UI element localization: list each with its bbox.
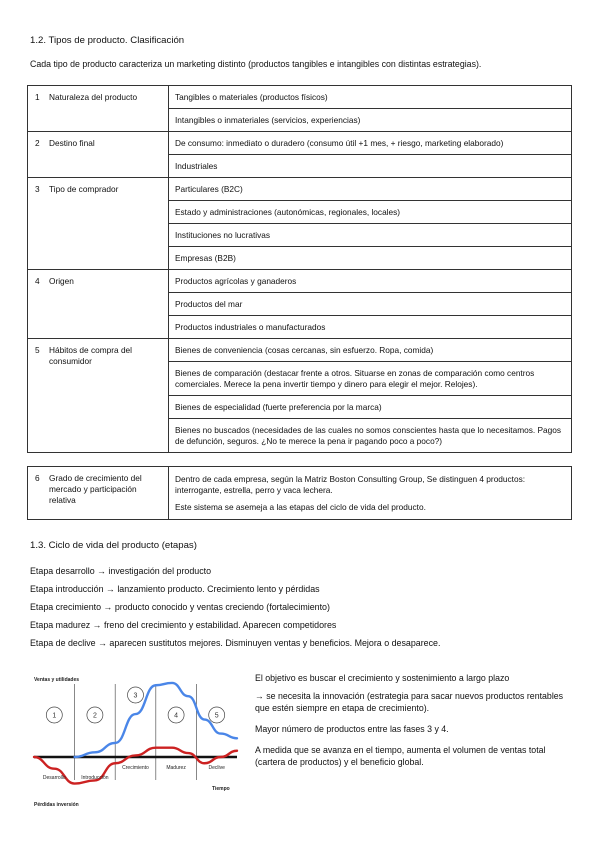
- category-cell: [28, 86, 169, 132]
- section-1-2-intro: Cada tipo de producto caracteriza un marketing distinto (productos tangibles e intangibles con distintas estrategias).: [30, 59, 482, 69]
- phase-label: Madurez: [166, 765, 186, 771]
- item-cell: [169, 419, 572, 453]
- classification-table: [27, 85, 572, 453]
- item-cell: [169, 155, 572, 178]
- phase-number: 2: [92, 712, 97, 720]
- phase-number: 1: [52, 712, 57, 720]
- category-label: Hábitos de compra del consumidor: [49, 345, 133, 366]
- section-1-3-title: 1.3. Ciclo de vida del producto (etapas): [30, 540, 197, 551]
- category-number: 4: [35, 276, 40, 286]
- category-label: Naturaleza del producto: [49, 92, 138, 102]
- item-cell: [169, 178, 572, 201]
- category-cell: [28, 270, 169, 339]
- item-text: Tangibles o materiales (productos físicos): [175, 92, 328, 102]
- category-number: 5: [35, 345, 40, 355]
- table-row: [28, 132, 572, 155]
- item-text: Bienes no buscados (necesidades de las cuales no somos conscientes hasta que lo necesitamos. Pagos de defunción, seguros. ¿No te merece la pena ir pagando poco a poco?): [175, 425, 562, 446]
- phase-number: 5: [214, 712, 219, 720]
- stage-crecimiento: Etapa crecimiento → producto conocido y ventas creciendo (fortalecimiento): [30, 602, 330, 612]
- item-text: Bienes de conveniencia (cosas cercanas, sin esfuerzo. Ropa, comida): [175, 345, 434, 355]
- growth-table: [27, 466, 572, 520]
- item-cell: [169, 132, 572, 155]
- product-lifecycle-chart: [28, 670, 243, 820]
- phase-label: Declive: [208, 765, 225, 771]
- item-text: Bienes de especialidad (fuerte preferencia por la marca): [175, 402, 382, 412]
- item-text: Productos agrícolas y ganaderos: [175, 276, 297, 286]
- item-cell: [169, 224, 572, 247]
- phase-label: Crecimiento: [122, 765, 149, 771]
- category-label: Grado de crecimiento del mercado y participación relativa: [49, 473, 142, 505]
- item-cell: [169, 270, 572, 293]
- category-cell: [28, 467, 169, 520]
- category-label: Tipo de comprador: [49, 184, 119, 194]
- phase-number: 3: [133, 692, 138, 700]
- section-1-2-title: 1.2. Tipos de producto. Clasificación: [30, 35, 185, 46]
- chart-y-label: Ventas y utilidades: [34, 677, 80, 683]
- stage-declive: Etapa de declive → aparecen sustitutos mejores. Disminuyen ventas y beneficios. Mejora o desaparece.: [30, 638, 441, 648]
- table-row: [28, 178, 572, 201]
- table-row: [28, 339, 572, 362]
- stage-introduccion: Etapa introducción → lanzamiento producto. Crecimiento lento y pérdidas: [30, 584, 320, 594]
- side-text-innovacion: → se necesita la innovación (estrategia para sacar nuevos productos rentables que estén siempre en etapa de crecimiento).: [255, 691, 564, 713]
- item-text: Dentro de cada empresa, según la Matriz Boston Consulting Group, Se distinguen 4 productos: interrogante, estrella, perro y vaca lechera.: [175, 474, 526, 495]
- category-label: Destino final: [49, 138, 95, 148]
- table-row: [28, 86, 572, 109]
- item-cell: [169, 467, 572, 500]
- stage-desarrollo: Etapa desarrollo → investigación del producto: [30, 566, 212, 576]
- item-text: Instituciones no lucrativas: [175, 230, 271, 240]
- item-cell: [169, 499, 572, 520]
- item-text: Estado y administraciones (autonómicas, regionales, locales): [175, 207, 401, 217]
- item-cell: [169, 109, 572, 132]
- category-label: Origen: [49, 276, 74, 286]
- item-cell: [169, 201, 572, 224]
- category-number: 2: [35, 138, 40, 148]
- item-text: Este sistema se asemeja a las etapas del ciclo de vida del producto.: [175, 502, 426, 512]
- side-text-fases: Mayor número de productos entre las fases 3 y 4.: [255, 724, 449, 734]
- item-text: De consumo: inmediato o duradero (consumo útil +1 mes, + riesgo, marketing elaborado): [175, 138, 504, 148]
- category-cell: [28, 339, 169, 453]
- item-text: Productos industriales o manufacturados: [175, 322, 326, 332]
- side-text-objetivo: El objetivo es buscar el crecimiento y sostenimiento a largo plazo: [255, 673, 510, 683]
- item-cell: [169, 86, 572, 109]
- chart-x-label: Tiempo: [212, 786, 230, 792]
- side-text-volumen: A medida que se avanza en el tiempo, aumenta el volumen de ventas total (cartera de productos) y el beneficio global.: [255, 745, 546, 767]
- stage-madurez: Etapa madurez → freno del crecimiento y estabilidad. Aparecen competidores: [30, 620, 337, 630]
- item-text: Bienes de comparación (destacar frente a otros. Situarse en zonas de comparación como centros comerciales. Merece la pena invertir tiempo y dinero para elegir el mejor. Relojes).: [175, 368, 535, 389]
- category-number: 3: [35, 184, 40, 194]
- item-text: Intangibles o inmateriales (servicios, experiencias): [175, 115, 361, 125]
- item-cell: [169, 316, 572, 339]
- category-cell: [28, 178, 169, 270]
- item-text: Particulares (B2C): [175, 184, 243, 194]
- item-cell: [169, 339, 572, 362]
- category-number: 1: [35, 92, 40, 102]
- item-cell: [169, 247, 572, 270]
- table-row: [28, 467, 572, 500]
- item-text: Productos del mar: [175, 299, 243, 309]
- table-row: [28, 270, 572, 293]
- item-cell: [169, 293, 572, 316]
- phase-label: Desarrollo: [42, 775, 66, 781]
- item-text: Empresas (B2B): [175, 253, 236, 263]
- category-number: 6: [35, 473, 40, 483]
- item-cell: [169, 362, 572, 396]
- phase-number: 4: [174, 712, 179, 720]
- phase-label: Introducción: [81, 775, 109, 781]
- category-cell: [28, 132, 169, 178]
- chart-bottom-label: Pérdidas inversión: [34, 802, 79, 808]
- item-cell: [169, 396, 572, 419]
- item-text: Industriales: [175, 161, 218, 171]
